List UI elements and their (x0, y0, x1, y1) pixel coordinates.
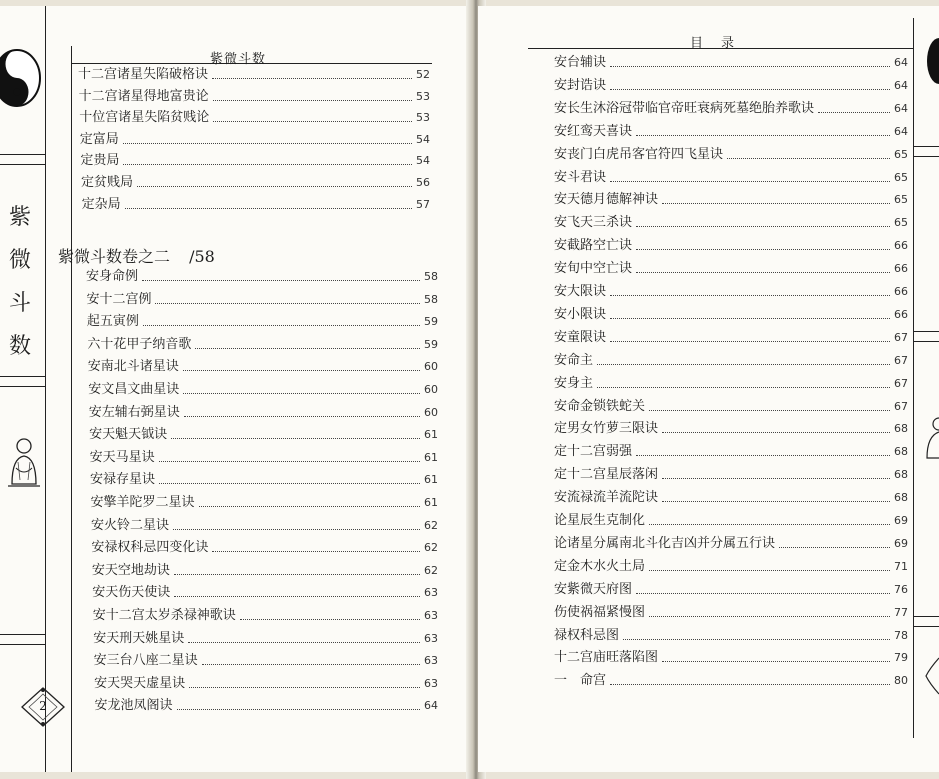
toc-entry-page: 79 (894, 651, 908, 665)
toc-leader-dots (662, 477, 890, 479)
toc-entry-page: 68 (894, 491, 908, 505)
toc-leader-dots (610, 294, 890, 296)
toc-entry-page: 62 (423, 518, 438, 532)
toc-leader-dots (184, 415, 420, 417)
toc-entry-title: 安流禄流羊流陀诀 (554, 490, 659, 506)
toc-entry-page: 59 (423, 337, 438, 351)
margin-divider (914, 146, 939, 147)
toc-entry-title: 安身主 (554, 375, 594, 391)
toc-entry-page: 63 (423, 676, 438, 690)
toc-entry-page: 54 (415, 154, 430, 168)
toc-entry-page: 60 (423, 405, 438, 419)
margin-divider (914, 331, 939, 332)
section-page: /58 (189, 247, 215, 266)
right-page (478, 6, 939, 772)
side-title-char: 数 (8, 334, 31, 359)
running-head: 紫微斗数 (210, 52, 267, 67)
monk-figure-icon (6, 436, 42, 488)
toc-leader-dots (125, 207, 412, 209)
toc-leader-dots (610, 683, 890, 685)
toc-entry-title: 安天刑天姚星诀 (93, 630, 185, 646)
toc-leader-dots (662, 500, 890, 502)
toc-entry-title: 安禄存星诀 (90, 472, 156, 488)
toc-entry (554, 283, 908, 301)
toc-leader-dots (649, 523, 890, 525)
toc-leader-dots (662, 660, 890, 662)
toc-entry (89, 426, 438, 444)
toc-entry (78, 66, 430, 84)
toc-entry (93, 630, 438, 648)
toc-entry-title: 安小限诀 (554, 306, 607, 322)
toc-leader-dots (212, 77, 412, 79)
toc-leader-dots (137, 185, 412, 187)
toc-entry-page: 66 (894, 307, 908, 321)
toc-entry-page: 77 (894, 605, 908, 619)
toc-entry-page: 52 (416, 68, 430, 81)
toc-entry-title: 安天德月德解神诀 (554, 192, 659, 208)
toc-entry-page: 78 (894, 628, 908, 642)
toc-entry-title: 安截路空亡诀 (554, 238, 633, 254)
toc-entry-page: 64 (423, 699, 438, 713)
toc-entry-page: 58 (424, 270, 438, 283)
toc-leader-dots (173, 528, 420, 530)
running-head: 目录 (690, 36, 753, 51)
toc-entry-title: 定富局 (79, 131, 119, 147)
toc-entry-title: 安紫微天府图 (554, 581, 633, 597)
toc-entry (554, 443, 908, 461)
toc-leader-dots (727, 157, 890, 159)
toc-entry-title: 一 命宫 (554, 673, 607, 689)
toc-leader-dots (177, 708, 420, 710)
toc-entry (81, 174, 430, 192)
toc-entry-title: 定贫贱局 (81, 175, 134, 190)
toc-leader-dots (212, 550, 420, 552)
toc-entry-title: 安南北斗诸星诀 (87, 359, 179, 375)
toc-entry-page: 61 (424, 496, 438, 509)
toc-leader-dots (183, 369, 420, 371)
toc-leader-dots (159, 482, 420, 484)
section-title (58, 244, 215, 267)
toc-entry-page: 60 (424, 383, 438, 396)
toc-entry (82, 196, 430, 214)
toc-entry (554, 214, 908, 232)
toc-entry (88, 358, 438, 376)
toc-entry-page: 66 (894, 285, 908, 298)
toc-leader-dots (636, 592, 890, 594)
toc-leader-dots (636, 271, 890, 273)
toc-entry-title: 十二宫庙旺落陷图 (554, 650, 659, 666)
toc-entry-title: 起五寅例 (86, 314, 139, 330)
toc-leader-dots (183, 392, 420, 394)
toc-leader-dots (623, 638, 890, 640)
yin-yang-icon (0, 48, 42, 108)
yin-yang-edge-icon (926, 36, 939, 86)
toc-entry-page: 58 (423, 292, 438, 306)
toc-entry (91, 539, 438, 557)
toc-leader-dots (636, 225, 890, 227)
toc-entry-page: 63 (423, 586, 438, 600)
toc-entry (90, 449, 438, 467)
toc-leader-dots (649, 615, 890, 617)
toc-entry (90, 471, 438, 489)
toc-leader-dots (199, 505, 420, 507)
toc-entry-page: 53 (415, 89, 430, 103)
page-number-ornament (18, 686, 68, 728)
toc-entry-title: 安十二宫太岁杀禄神歌诀 (92, 608, 236, 623)
toc-entry (554, 306, 908, 324)
toc-entry (554, 649, 908, 667)
toc-entry-page: 63 (424, 609, 438, 622)
toc-entry (554, 627, 908, 645)
toc-entry-page: 67 (894, 330, 908, 344)
toc-entry-page: 68 (894, 468, 908, 482)
toc-entry (554, 489, 908, 507)
toc-entry-page: 64 (894, 78, 908, 92)
toc-entry (554, 100, 908, 118)
toc-entry-title: 安丧门白虎吊客官符四飞星诀 (554, 146, 724, 162)
toc-entry (554, 581, 908, 599)
side-vertical-title (8, 196, 32, 368)
toc-leader-dots (174, 573, 420, 575)
side-title-char: 斗 (8, 291, 31, 316)
toc-entry-title: 安天哭天虚星诀 (94, 675, 186, 691)
toc-entry-page: 64 (894, 124, 908, 138)
toc-entry-page: 63 (423, 631, 438, 645)
toc-entry-title: 安三台八座二星诀 (93, 653, 198, 669)
toc-leader-dots (213, 99, 412, 101)
toc-leader-dots (142, 279, 420, 281)
toc-leader-dots (610, 88, 890, 90)
toc-leader-dots (662, 431, 890, 433)
toc-entry-title: 安禄权科忌四变化诀 (91, 540, 209, 556)
toc-entry-title: 安童限诀 (554, 329, 607, 345)
toc-entry-title: 十二宫诸星得地富贵论 (78, 88, 209, 104)
toc-entry (79, 109, 430, 127)
toc-entry-title: 安龙池凤阁诀 (94, 698, 173, 714)
toc-leader-dots (818, 111, 890, 113)
toc-leader-dots (610, 317, 890, 319)
margin-rule (45, 6, 46, 772)
toc-entry (88, 381, 438, 399)
toc-entry-page: 54 (415, 132, 430, 146)
toc-entry (554, 146, 908, 164)
side-title-char: 紫 (8, 205, 31, 230)
toc-entry-page: 68 (894, 422, 908, 436)
toc-leader-dots (649, 569, 890, 571)
toc-entry-title: 十二宫诸星失陷破格诀 (78, 67, 209, 82)
toc-entry-title: 安身命例 (86, 269, 139, 284)
margin-divider (914, 626, 939, 627)
toc-entry (86, 268, 438, 286)
left-page (0, 6, 472, 772)
toc-entry-page: 56 (416, 176, 430, 189)
toc-entry-page: 65 (894, 147, 908, 161)
toc-entry (554, 375, 908, 393)
toc-entry (92, 562, 438, 580)
toc-leader-dots (195, 347, 420, 349)
toc-entry (79, 88, 430, 106)
toc-entry (554, 329, 908, 347)
toc-entry-page: 62 (423, 541, 438, 555)
toc-entry (554, 466, 908, 484)
toc-entry-page: 60 (423, 360, 438, 374)
toc-entry (94, 652, 438, 670)
toc-entry-page: 61 (423, 428, 438, 442)
toc-entry-page: 61 (423, 473, 438, 487)
toc-entry-page: 71 (894, 559, 908, 573)
toc-entry-title: 安命金锁铁蛇关 (554, 398, 646, 414)
toc-entry-title: 论诸星分属南北斗化吉凶并分属五行诀 (554, 535, 776, 551)
margin-divider (0, 376, 45, 377)
toc-entry (554, 672, 908, 690)
toc-entry-title: 十位宫诸星失陷贫贱论 (79, 110, 210, 126)
toc-entry-page: 67 (894, 376, 908, 390)
toc-entry-page: 65 (894, 216, 908, 230)
toc-entry (554, 260, 908, 278)
toc-entry (554, 512, 908, 530)
toc-entry (80, 152, 430, 170)
margin-divider (914, 341, 939, 342)
toc-entry-page: 59 (423, 315, 438, 329)
toc-entry-page: 63 (423, 654, 438, 668)
toc-leader-dots (610, 180, 890, 182)
toc-entry-title: 安左辅右弼星诀 (88, 404, 180, 420)
toc-entry (92, 584, 438, 602)
toc-entry-page: 65 (894, 193, 908, 207)
toc-leader-dots (662, 202, 890, 204)
toc-entry-page: 65 (894, 170, 908, 184)
toc-entry-page: 61 (423, 450, 438, 464)
toc-leader-dots (597, 363, 890, 365)
toc-entry (554, 77, 908, 95)
toc-entry-title: 安火铃二星诀 (90, 517, 169, 533)
toc-entry-page: 64 (894, 56, 908, 69)
toc-leader-dots (123, 142, 412, 144)
toc-leader-dots (636, 248, 890, 250)
toc-leader-dots (123, 163, 412, 165)
margin-rule (913, 18, 914, 738)
toc-leader-dots (202, 663, 420, 665)
toc-leader-dots (143, 324, 420, 326)
margin-divider (0, 644, 45, 645)
toc-entry-title: 安十二宫例 (86, 291, 152, 307)
toc-entry (554, 123, 908, 141)
side-title-char: 微 (8, 248, 31, 273)
toc-leader-dots (188, 641, 420, 643)
margin-divider (0, 386, 45, 387)
toc-entry (80, 131, 430, 149)
toc-entry-title: 安飞天三杀诀 (554, 215, 633, 231)
toc-entry-title: 安文昌文曲星诀 (88, 382, 180, 397)
toc-entry-page: 76 (894, 582, 908, 596)
toc-entry-title: 定十二宫星辰落闲 (554, 467, 659, 483)
toc-entry (554, 54, 908, 72)
toc-entry (94, 675, 438, 693)
toc-entry-title: 伤使祸福紧慢图 (554, 604, 646, 620)
toc-leader-dots (213, 120, 412, 122)
toc-entry (86, 291, 438, 309)
toc-entry-page: 64 (894, 101, 908, 115)
toc-entry (554, 191, 908, 209)
toc-entry (87, 336, 438, 354)
margin-divider (0, 634, 45, 635)
ornament-edge-icon (924, 656, 939, 696)
toc-entry (554, 398, 908, 416)
toc-entry-title: 论星辰生克制化 (554, 513, 646, 528)
toc-entry (89, 404, 438, 422)
toc-entry (554, 535, 908, 553)
toc-entry-page: 62 (423, 563, 438, 577)
toc-entry-title: 安台辅诀 (554, 55, 607, 70)
toc-leader-dots (155, 302, 420, 304)
toc-entry-page: 69 (894, 536, 908, 550)
toc-entry-title: 安红鸾天喜诀 (554, 123, 633, 139)
toc-entry-title: 安天魁天钺诀 (89, 427, 168, 443)
toc-entry-title: 定杂局 (81, 196, 121, 212)
toc-entry (554, 237, 908, 255)
toc-entry-title: 安天马星诀 (89, 449, 155, 465)
toc-entry (554, 169, 908, 187)
toc-entry-title: 安长生沐浴冠带临官帝旺衰病死墓绝胎养歌诀 (554, 100, 815, 116)
margin-divider (0, 164, 45, 165)
toc-entry-title: 安斗君诀 (554, 169, 607, 185)
margin-divider (914, 616, 939, 617)
toc-leader-dots (174, 595, 420, 597)
toc-entry (554, 352, 908, 370)
toc-leader-dots (159, 460, 420, 462)
toc-entry-title: 安命主 (554, 352, 594, 368)
toc-entry (554, 420, 908, 438)
toc-entry-title: 定金木水火土局 (554, 558, 646, 574)
toc-leader-dots (779, 546, 890, 548)
toc-entry (554, 558, 908, 576)
toc-entry-title: 安天空地劫诀 (91, 562, 170, 578)
page-number: 2 (39, 699, 47, 713)
toc-entry (91, 517, 438, 535)
margin-rule-inner (71, 46, 72, 772)
toc-leader-dots (171, 437, 420, 439)
toc-entry-page: 66 (894, 239, 908, 253)
toc-entry-title: 安封诰诀 (554, 77, 607, 93)
toc-entry (95, 697, 438, 715)
toc-entry-page: 66 (894, 262, 908, 276)
toc-entry-page: 80 (894, 674, 908, 688)
toc-leader-dots (636, 134, 890, 136)
margin-divider (0, 154, 45, 155)
toc-leader-dots (610, 65, 890, 67)
toc-entry-title: 安天伤天使诀 (92, 585, 171, 601)
toc-leader-dots (610, 340, 890, 342)
toc-leader-dots (240, 618, 420, 620)
toc-entry-title: 安大限诀 (554, 284, 607, 299)
toc-entry-title: 定男女竹萝三限诀 (554, 421, 659, 437)
margin-divider (914, 156, 939, 157)
toc-entry (87, 313, 438, 331)
toc-leader-dots (636, 454, 890, 456)
monk-figure-edge-icon (922, 416, 939, 460)
toc-entry-title: 六十花甲子纳音歌 (87, 336, 192, 352)
toc-entry-title: 禄权科忌图 (554, 627, 620, 643)
toc-entry-page: 68 (894, 445, 908, 459)
toc-entry-page: 57 (415, 197, 430, 211)
toc-entry-title: 定贵局 (80, 153, 120, 169)
toc-entry (91, 494, 439, 512)
toc-entry-title: 定十二宫弱强 (554, 444, 633, 460)
section-title-text: 紫微斗数卷之二 (58, 247, 171, 266)
toc-entry-page: 67 (894, 399, 908, 413)
toc-entry (93, 607, 438, 625)
toc-leader-dots (597, 386, 890, 388)
toc-entry (554, 604, 908, 622)
toc-entry-page: 67 (894, 353, 908, 367)
toc-entry-title: 安旬中空亡诀 (554, 261, 633, 277)
toc-entry-title: 安擎羊陀罗二星诀 (90, 495, 195, 510)
toc-leader-dots (189, 686, 420, 688)
toc-entry-page: 69 (894, 514, 908, 527)
toc-leader-dots (649, 409, 890, 411)
toc-entry-page: 53 (415, 111, 430, 125)
